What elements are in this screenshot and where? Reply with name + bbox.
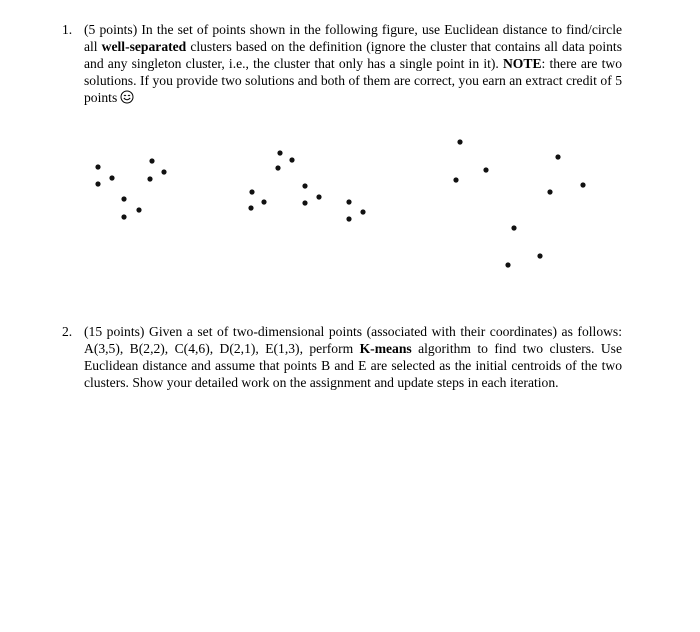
- data-point: [249, 189, 254, 194]
- data-point: [302, 183, 307, 188]
- data-point: [136, 207, 141, 212]
- data-point: [95, 164, 100, 169]
- question-text-part: In the set of points shown in the following figure, use Euclidean distance to find/circle all: [84, 22, 623, 54]
- question-text-part: : there are two solutions. If you provide two solutions and both of them are correct, you earn an extract credit of 5 points: [84, 56, 622, 105]
- data-point: [537, 253, 542, 258]
- data-point: [346, 199, 351, 204]
- data-point: [277, 150, 282, 155]
- data-point: [547, 189, 552, 194]
- data-point: [95, 181, 100, 186]
- data-point: [505, 262, 510, 267]
- bold-term: K-means: [359, 341, 412, 356]
- data-point: [580, 182, 585, 187]
- data-point: [483, 167, 488, 172]
- data-point: [316, 194, 321, 199]
- point-set-diagram: [0, 130, 700, 280]
- data-point: [555, 154, 560, 159]
- data-point: [511, 225, 516, 230]
- question-1: [62, 21, 622, 108]
- data-point: [457, 139, 462, 144]
- points-label: (5 points): [84, 22, 138, 37]
- data-point: [275, 165, 280, 170]
- data-point: [147, 176, 152, 181]
- bold-term: well-separated: [101, 39, 187, 54]
- data-point: [261, 199, 266, 204]
- data-point: [121, 214, 126, 219]
- data-point: [289, 157, 294, 162]
- data-point: [149, 158, 154, 163]
- question-number: 2.: [62, 324, 73, 339]
- question-text-part: Given a set of two-dimensional points (associated with their coordinates) as follows: A(3,5), B(2,2), C(4,6), D(2,1), E(1,3), perform: [84, 324, 622, 356]
- data-point: [161, 169, 166, 174]
- data-point: [453, 177, 458, 182]
- question-text: [84, 21, 622, 108]
- question-text-part: algorithm to find two clusters. Use Euclidean distance and assume that points B and E are selected as the initial centroids of the two clusters. Show your detailed work on the assignment and update steps in each iteration.: [84, 341, 622, 390]
- smiley-face-icon: [120, 90, 134, 108]
- data-point: [109, 175, 114, 180]
- question-number: 1.: [62, 22, 73, 37]
- note-label: NOTE: [502, 56, 542, 71]
- question-text: [84, 323, 622, 391]
- points-label: (15 points): [84, 324, 145, 339]
- data-point: [302, 200, 307, 205]
- question-text-part: clusters based on the definition (ignore the cluster that contains all data points and any singleton cluster, i.e., the cluster that only has a single point in it).: [84, 39, 622, 71]
- question-2: [62, 323, 622, 391]
- data-point: [360, 209, 365, 214]
- data-point: [346, 216, 351, 221]
- scatter-figure: [0, 130, 700, 280]
- data-point: [121, 196, 126, 201]
- data-point: [248, 205, 253, 210]
